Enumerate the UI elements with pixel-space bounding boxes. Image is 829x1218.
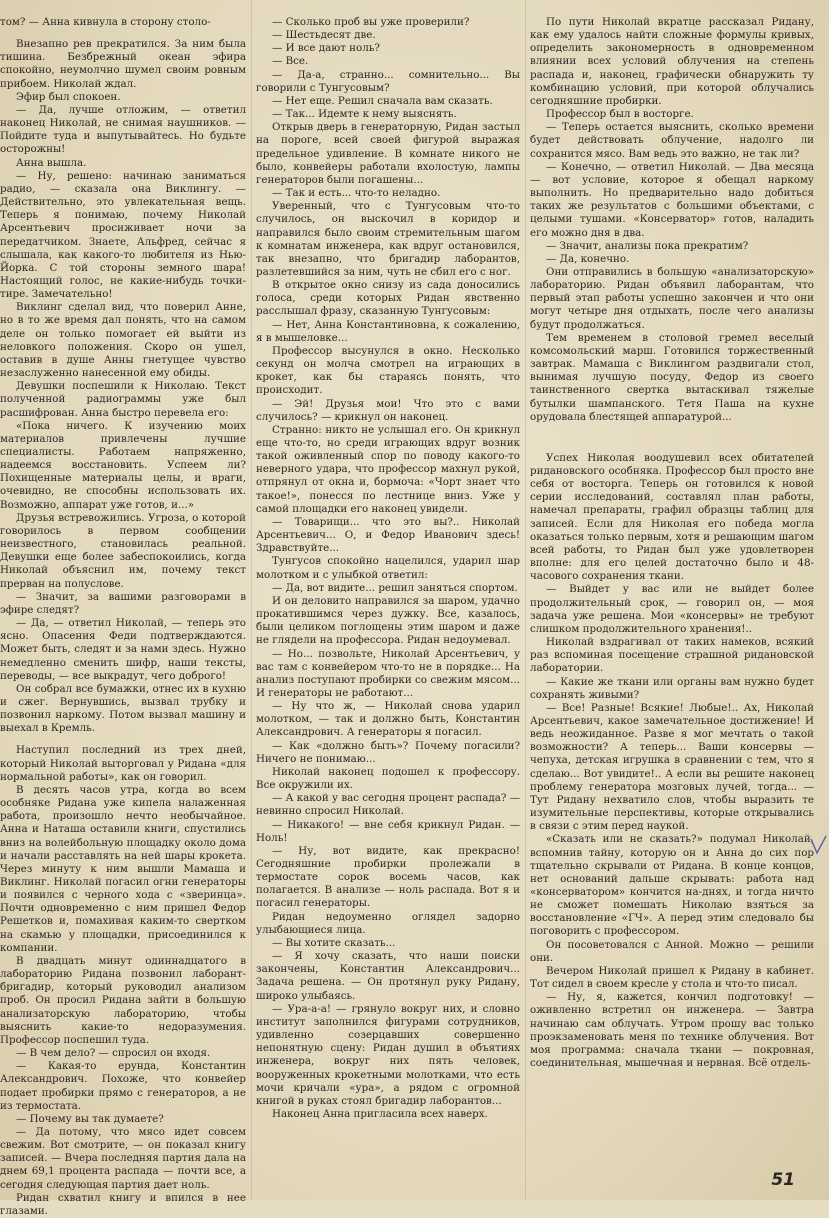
paragraph: — Ну что ж, — Николай снова ударил молотком, — так и должно быть, Константин Александрович. А генераторы я погасил. [256, 700, 520, 739]
paragraph: Открыв дверь в генераторную, Ридан застыл на пороге, всей своей фигурой выражая предельное удивление. В комнате никого не было, конвейеры работали вхолостую, лампы генераторов были погашены... [256, 121, 520, 186]
paragraph: Профессор был в восторге. [546, 108, 694, 121]
column-rule [525, 0, 526, 1200]
page-number: 51 [771, 1170, 795, 1190]
paragraph: — Ну, решено: начинаю заниматься радио, — сказала она Виклингу. — Действительно, это увлекательная вещь. Теперь я понимаю, почему Николай Арсентьевич просиживает ночи за передатчиком. Знаете, Альфред, сейчас я слышала, как какого-то любителя из Нью-Йорка. С той стороны земного шара! Настоящий голос, не какие-нибудь точки-тире. Замечательно! [0, 169, 246, 301]
paragraph: — Конечно, — ответил Николай. — Два месяца — вот условие, которое я обещал наркому выполнить. Но предварительно надо добиться таких же результатов с большими объектами, с целыми тушами. «Консерватор» готов, наладить его можно дня в два. [530, 160, 814, 239]
paragraph: — Ну, вот видите, как прекрасно! Сегодняшние пробирки пролежали в термостате сорок восемь часов, как полагается. В анализе — ноль распада. Вот я и погасил генераторы. [256, 844, 520, 910]
paragraph: В двадцать минут одиннадцатого в лабораторию Ридана позвонил лаборант-бригадир, который руководил анализом проб. Он просил Ридана зайти в большую анализаторскую лабораторию, чтобы выяснить какие-то недоразумения. Профессор поспешил туда. [0, 954, 246, 1046]
paragraph: — Так и есть... что-то неладно. [272, 187, 441, 200]
paragraph: Наступил последний из трех дней, который Николай выторговал у Ридана «для нормальной работы», как он говорил. [0, 744, 246, 783]
paragraph: — Да, конечно. [546, 252, 630, 265]
paragraph: Он собрал все бумажки, отнес их в кухню и сжег. Вернувшись, вызвал трубку и позвонил наркому. Потом вызвал машину и выехал в Кремль. [0, 682, 246, 735]
paragraph: Наконец Анна пригласила всех наверх. [272, 1107, 488, 1120]
paragraph: — Значит, анализы пока прекратим? [546, 239, 749, 252]
paragraph: Профессор высунулся в окно. Несколько секунд он молча смотрел на играющих в крокет, как бы стараясь понять, что происходит. [256, 344, 520, 397]
paragraph: — Шестьдесят две. [272, 29, 376, 42]
paragraph: — Сколько проб вы уже проверили? [272, 16, 470, 28]
paragraph: — Но... позвольте, Николай Арсентьевич, у вас там с конвейером что-то не в порядке... На анализ поступают пробирки со свежим мясом... И генераторы не работают... [256, 647, 520, 699]
paragraph: — Да, — ответил Николай, — теперь это ясно. Опасения Феди подтверждаются. Может быть, следят и за нами здесь. Нужно немедленно сменить шифр, наши тексты, переводы, — все выкрадут, чего доброго! [0, 617, 246, 682]
paragraph: — Нет еще. Решил сначала вам сказать. [272, 94, 493, 107]
paragraph: И он деловито направился за шаром, удачно прокатившимся через дужку. Все, казалось, были целиком поглощены этим шаром и даже не глядели на профессора. Ридан недоумевал. [256, 594, 520, 647]
paragraph: — Да, лучше отложим, — ответил наконец Николай, не снимая наушников. — Пойдите туда и выпутывайтесь. Но будьте осторожны! [0, 103, 246, 156]
paragraph: По пути Николай вкратце рассказал Ридану, как ему удалось найти сложные формулы кривых, определить закономерность в одновременном влиянии всех условий облучения на степень распада и, наконец, графически обнаружить ту комбинацию условий, при которой облучались сегодняшние пробирки. [530, 16, 814, 107]
paragraph: — Значит, за вашими разговорами в эфире следят? [0, 590, 246, 616]
paragraph: В десять часов утра, когда во всем особняке Ридана уже кипела налаженная работа, произошло нечто необычайное. Анна и Наташа оставили книги, спустились вниз на волейбольную площадку около дома и начали расставлять на ней шары крокета. Через минуту к ним вышли Мамаша и Виклинг. Николай погасил огни генераторы и появился с черного хода с «зверинца». Почти одновременно с ним пришел Федор Решетков и, помахивая каким-то свертком на скамью у площадки, присоединился к компании. [0, 783, 246, 954]
paragraph: Вечером Николай пришел к Ридану в кабинет. Тот сидел в своем кресле у стола и что-то писал. [530, 964, 814, 991]
paragraph: Девушки поспешили к Николаю. Текст полученной радиограммы уже был расшифрован. Анна быстро перевела его: [0, 380, 246, 419]
paragraph: Они отправились в большую «анализаторскую» лабораторию. Ридан объявил лаборантам, что первый этап работы успешно закончен и что они могут четыре дня отдыхать, после чего анализы будут продолжаться. [530, 265, 814, 331]
pen-check-mark-icon [810, 835, 828, 857]
paragraph: Внезапно рев прекратился. За ним была тишина. Безбрежный океан эфира спокойно, неумолчно шумел своим ровным прибоем. Николай ждал. [0, 38, 246, 90]
paragraph: — А какой у вас сегодня процент распада? — невинно спросил Николай. [256, 792, 520, 818]
paragraph: — Как «должно быть»? Почему погасили? Ничего не понимаю... [256, 739, 520, 765]
paragraph: — В чем дело? — спросил он входя. [16, 1047, 211, 1060]
paragraph: — Да, вот видите... решил заняться спортом. [272, 581, 518, 594]
paragraph: Странно: никто не услышал его. Он крикнул еще что-то, но среди играющих вдруг возник такой оживленный спор по поводу какого-то неверного удара, что профессор махнул рукой, отпрянул от окна и, бормоча: «Чорт знает что такое!», понесся по лестнице вниз. Уже у самой площадки его наконец увидели. [256, 423, 520, 515]
paragraph: — Все! Разные! Всякие! Любые!.. Ах, Николай Арсентьевич, какое замечательное достижение! И ведь неожиданное. Разве я мог мечтать о такой возможности? А теперь... Ваши консервы — чепуха, детская игрушка в сравнении с тем, что я сделаю... Вот увидите!.. А если вы решите наконец проблему генератора мозговых лучей, тогда... — Тут Ридану нехватило слов, чтобы выразить те изумительные перспективы, которые открывались в связи с этим перед наукой. [530, 701, 814, 833]
paragraph: Успех Николая воодушевил всех обитателей ридановского особняка. Профессор был просто вне себя от восторга. Теперь он готовился к новой серии исследований, составлял план работы, намечал препараты, графил образцы таблиц для записей. Если для Николая его победа могла оказаться только первым, хотя и решающим шагом всей работы, то Ридан был уже удовлетворен вполне: для его целей достаточно было и 48-часового сохранения ткани. [530, 451, 814, 583]
paragraph: — Вы хотите сказать... [272, 936, 396, 949]
text-column-middle [256, 16, 520, 1164]
paragraph: — Ну, я, кажется, кончил подготовку! — оживленно встретил он инженера. — Завтра начинаю сам облучать. Утром прошу вас только проэкзаменовать меня по технике облучения. Вот моя программа: сначала ткани — покровная, соединительная, мышечная и нервная. Всё отдель- [530, 991, 814, 1070]
paragraph: — Да-а, странно... сомнительно... Вы говорили с Тунгусовым? [256, 68, 520, 94]
column-rule [251, 0, 252, 1200]
paragraph: Николай наконец подошел к профессору. Все окружили их. [256, 765, 520, 792]
paragraph: Ридан схватил книгу и впился в нее глазами. [0, 1191, 246, 1217]
paragraph: — Все. [272, 55, 309, 68]
paragraph: — Нет, Анна Константиновна, к сожалению, я в мышеловке... [256, 318, 520, 344]
paragraph: — Я хочу сказать, что наши поиски закончены, Константин Александрович... Задача решена. — Он протянул руку Ридану, широко улыбаясь. [256, 950, 520, 1002]
paragraph: — И все дают ноль? [272, 42, 380, 55]
paragraph: — Какая-то ерунда, Константин Александрович. Похоже, что конвейер подает пробирки прямо с генераторов, а не из термостата. [0, 1060, 246, 1112]
paragraph: «Пока ничего. К изучению моих материалов привлечены лучшие специалисты. Работаем напряженно, надеемся восстановить. Успеем ли? Похищенные материалы целы, и враги, очевидно, не способны использовать их. Возможно, аппарат уже готов, и...» [0, 419, 246, 511]
paragraph: Виклинг сделал вид, что поверил Анне, но в то же время дал понять, что на самом деле он только помогает ей выйти из неловкого положения. Скоро он ушел, оставив в душе Анны гнетущее чувство незаслуженно нанесенной ему обиды. [0, 301, 246, 380]
text-column-right [530, 16, 814, 1164]
paragraph: «Сказать или не сказать?» подумал Николай, вспомнив тайну, которую он и Анна до сих пор тщательно скрывали от Ридана. В конце концов, нет оснований дальше скрывать: работа над «консерватором» кончится на-днях, и тогда ничто не сможет помешать Николаю взяться за восстановление «ГЧ». А перед этим следовало бы поговорить с профессором. [530, 833, 814, 938]
paragraph: Эфир был спокоен. [16, 90, 121, 103]
paragraph: Анна вышла. [16, 156, 87, 169]
paragraph: — Так... Идемте к нему выяснять. [272, 108, 457, 121]
paragraph: Он посоветовался с Анной. Можно — решили они. [530, 938, 814, 964]
paragraph: В открытое окно снизу из сада доносились голоса, среди которых Ридан явственно расслышал фразу, сказанную Тунгусовым: [256, 279, 520, 318]
paragraph: — Почему вы так думаете? [16, 1112, 164, 1125]
paragraph: — Никакого! — вне себя крикнул Ридан. — Ноль! [256, 818, 520, 844]
paragraph: Николай вздрагивал от таких намеков, всякий раз вспоминая посещение страшной ридановской лаборатории. [530, 636, 814, 675]
paragraph: Тунгусов спокойно нацелился, ударил шар молотком и с улыбкой ответил: [256, 555, 520, 581]
paragraph: — Выйдет у вас или не выйдет более продолжительный срок, — говорил он, — моя задача уже решена. Мои «консервы» не требуют слишком продолжительного хранения!.. [530, 583, 814, 635]
text-column-left [0, 16, 246, 1217]
paragraph: том? — Анна кивнула в сторону столо- [0, 16, 211, 28]
paragraph: Ридан недоуменно оглядел задорно улыбающиеся лица. [256, 910, 520, 936]
paragraph: — Эй! Друзья мои! Что это с вами случилось? — крикнул он наконец. [256, 397, 520, 423]
paragraph: Уверенный, что с Тунгусовым что-то случилось, он выскочил в коридор и направился было своим стремительным шагом к комнатам инженера, как вдруг остановился, так внезапно, что бригадир лаборантов, разлетевшийся за ним, чуть не сбил его с ног. [256, 200, 520, 278]
paragraph: — Да потому, что мясо идет совсем свежим. Вот смотрите, — он показал книгу записей. — Вчера последняя партия дала на днем 69,1 процента распада — почти все, а сегодня следующая партия дает ноль. [0, 1125, 246, 1191]
paragraph: — Теперь остается выяснить, сколько времени будет действовать облучение, надолго ли сохранится мясо. Вам ведь это важно, не так ли? [530, 121, 814, 160]
paragraph: Тем временем в столовой гремел веселый комсомольский марш. Готовился торжественный завтрак. Мамаша с Виклингом раздвигали стол, вынимая лучшую посуду, Федор из своего таинственного свертка вытаскивал тяжелые бутылки шампанского. Тетя Паша на кухне орудовала блестящей аппаратурой... [530, 331, 814, 423]
paragraph: Друзья встревожились. Угроза, о которой говорилось в первом сообщении неизвестного, становилась реальной. Девушки еще более забеспокоились, когда Николай объяснил им, почему текст прерван на полуслове. [0, 511, 246, 590]
paragraph: — Какие же ткани или органы вам нужно будет сохранять живыми? [530, 675, 814, 701]
paragraph: — Ура-а-а! — грянуло вокруг них, и словно институт заполнился фигурами сотрудников, удивленно созерцавших совершенно непонятную сцену: Ридан душил в объятиях инженера, вокруг них пять человек, вооруженных крокетными молотками, что есть мочи кричали «ура», а рядом с огромной книгой в руках стоял бригадир лаборантов... [256, 1002, 520, 1107]
paragraph: — Товарищи... что это вы?.. Николай Арсентьевич... О, и Федор Иванович здесь! Здравствуйте... [256, 515, 520, 555]
